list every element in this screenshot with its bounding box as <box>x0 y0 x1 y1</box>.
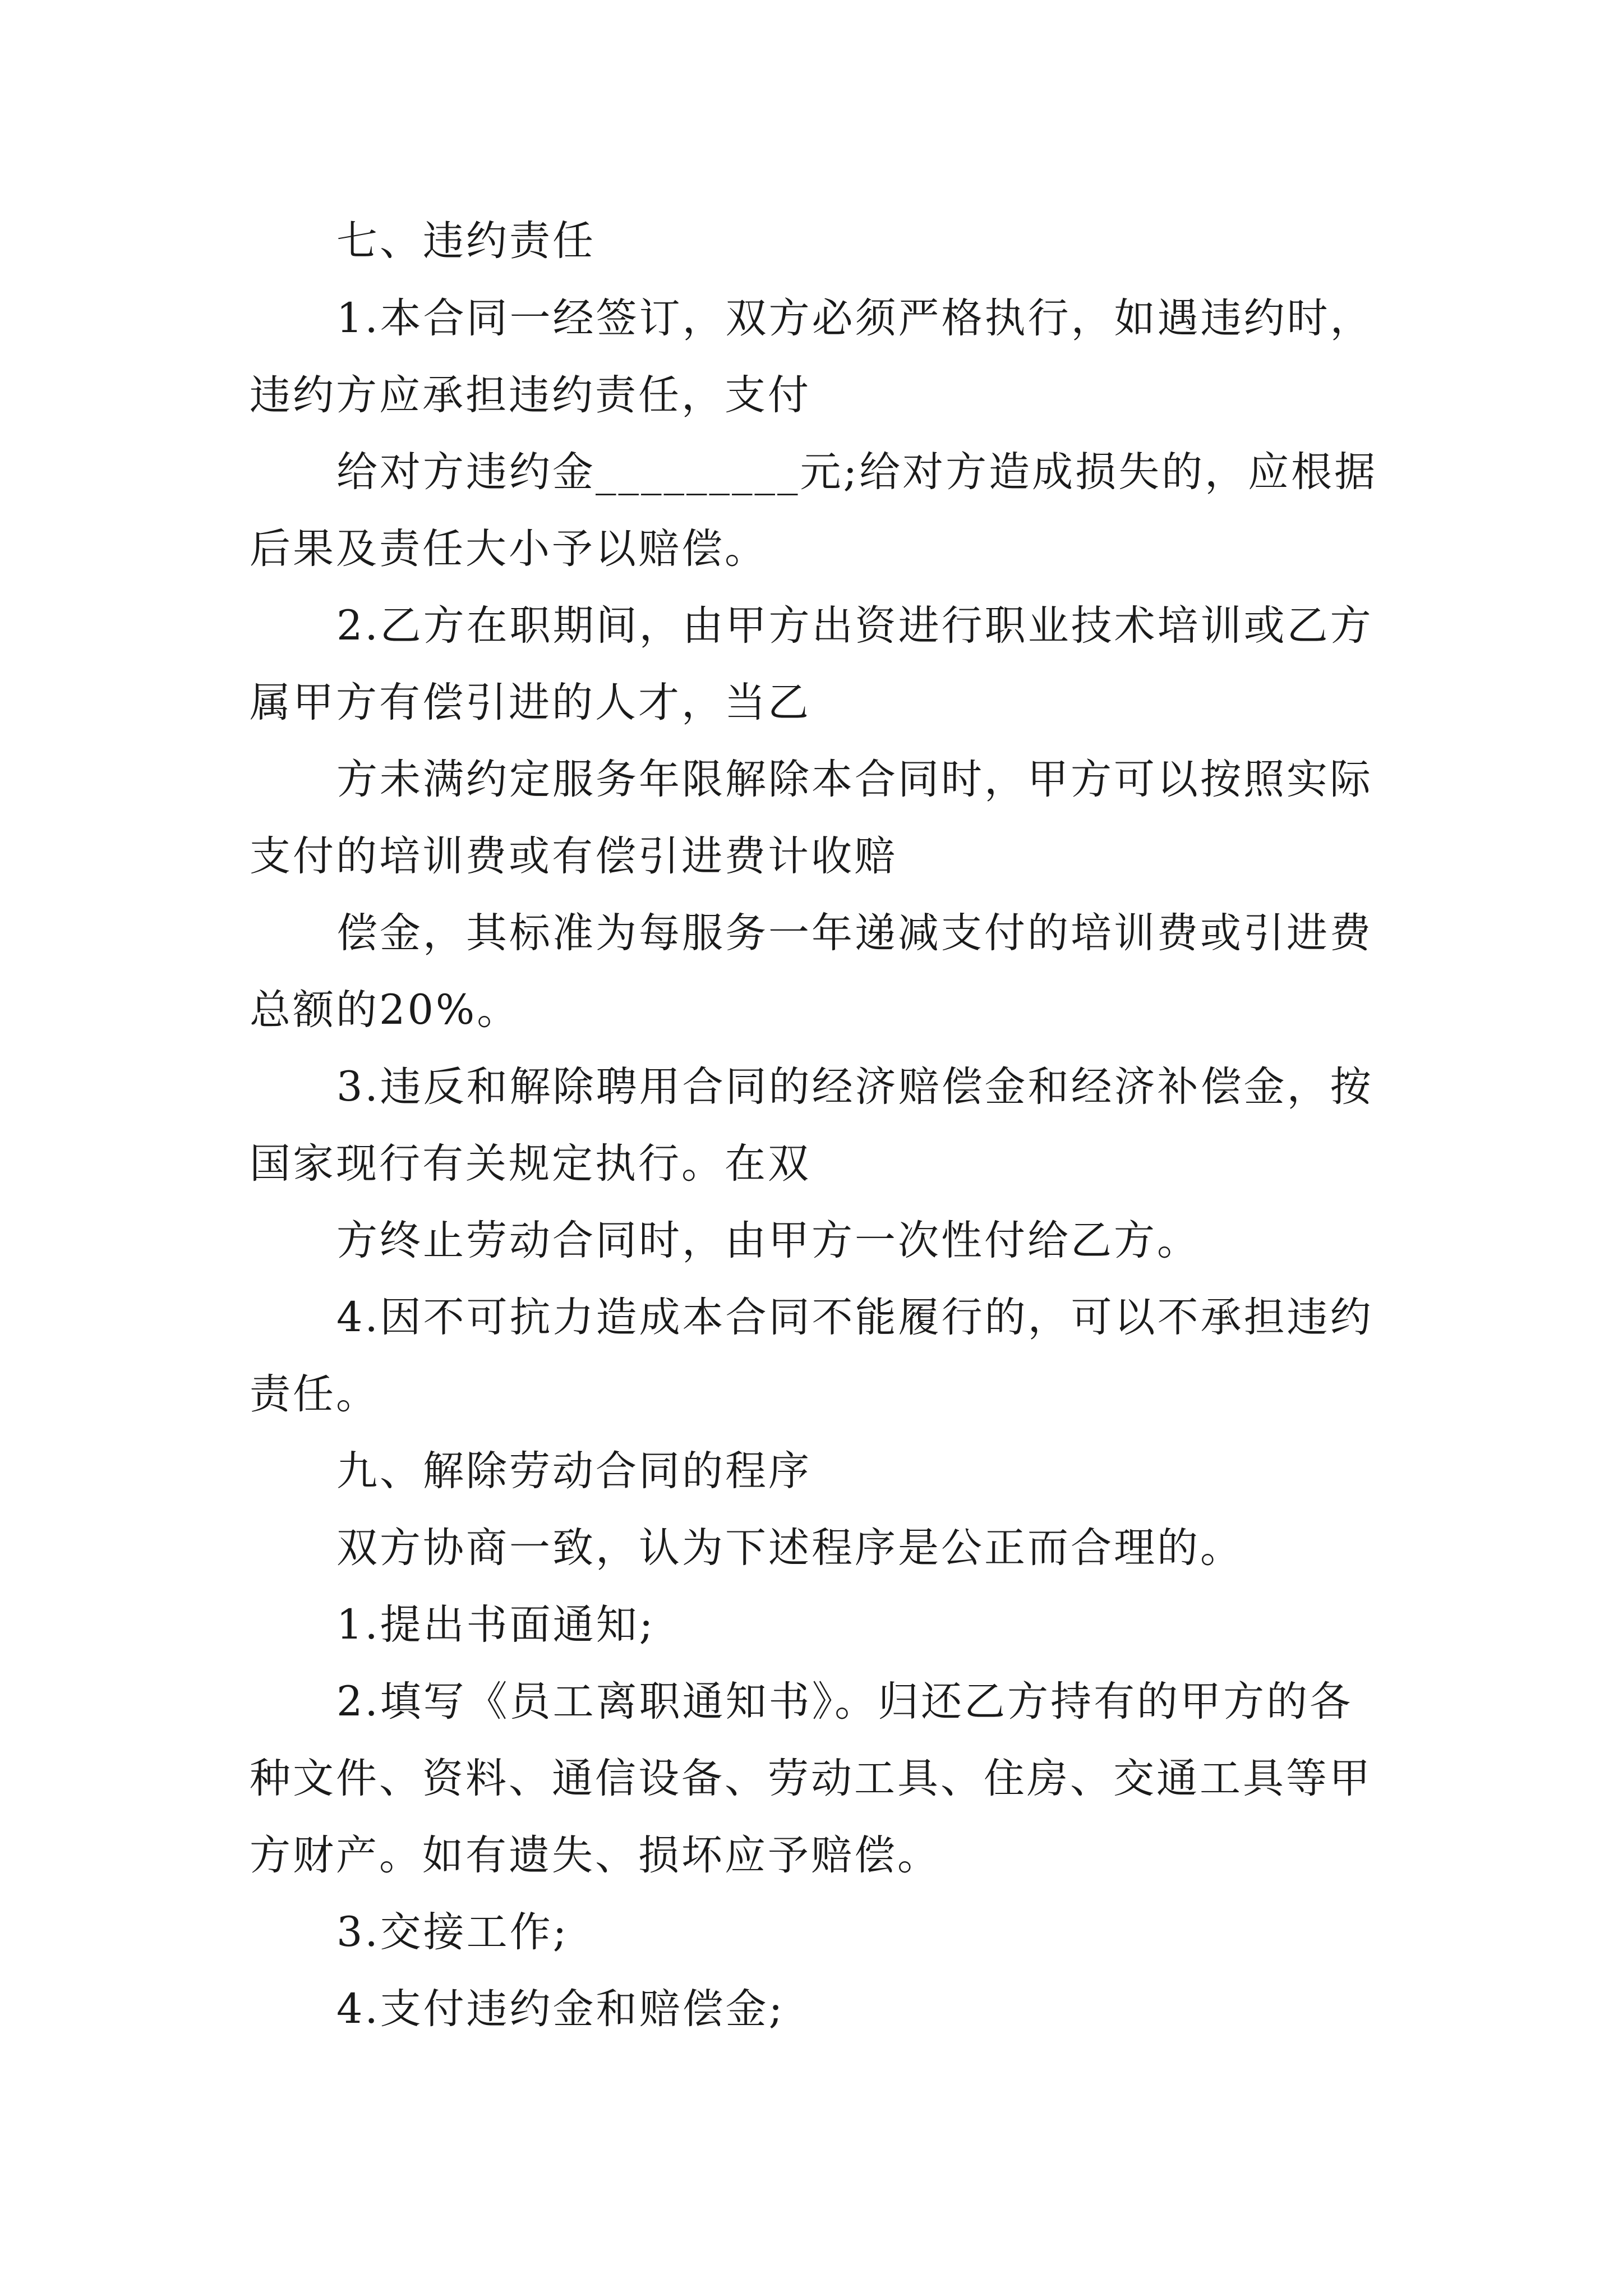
paragraph-line: 1.本合同一经签订，双方必须严格执行，如遇违约时， <box>336 295 1373 342</box>
paragraph-line: 责任。 <box>250 1370 379 1418</box>
paragraph-line: 方未满约定服务年限解除本合同时，甲方可以按照实际 <box>336 756 1373 803</box>
paragraph-line: 后果及责任大小予以赔偿。 <box>250 525 768 573</box>
paragraph-line: 偿金，其标准为每服务一年递减支付的培训费或引进费 <box>336 909 1373 957</box>
list-item: 4.支付违约金和赔偿金; <box>336 1985 785 2033</box>
paragraph-line: 属甲方有偿引进的人才，当乙 <box>250 679 811 726</box>
paragraph-line: 4.因不可抗力造成本合同不能履行的，可以不承担违约 <box>336 1294 1373 1341</box>
list-item: 1.提出书面通知; <box>336 1601 656 1649</box>
paragraph-line: 方终止劳动合同时，由甲方一次性付给乙方。 <box>336 1217 1200 1264</box>
list-item: 3.交接工作; <box>336 1908 569 1956</box>
paragraph-line: 给对方违约金_________元;给对方造成损失的，应根据 <box>336 448 1378 496</box>
paragraph-line: 国家现行有关规定执行。在双 <box>250 1140 811 1188</box>
section-heading-9: 九、解除劳动合同的程序 <box>336 1447 811 1495</box>
paragraph-line: 总额的20%。 <box>250 986 520 1034</box>
list-item: 2.填写《员工离职通知书》。归还乙方持有的甲方的各 <box>336 1678 1353 1726</box>
paragraph-line: 方财产。如有遗失、损坏应予赔偿。 <box>250 1832 940 1879</box>
paragraph-line: 违约方应承担违约责任，支付 <box>250 371 811 419</box>
paragraph-line: 双方协商一致，认为下述程序是公正而合理的。 <box>336 1524 1243 1572</box>
paragraph-line: 2.乙方在职期间，由甲方出资进行职业技术培训或乙方 <box>336 602 1373 650</box>
paragraph-line: 3.违反和解除聘用合同的经济赔偿金和经济补偿金，按 <box>336 1063 1373 1111</box>
paragraph-line: 支付的培训费或有偿引进费计收赔 <box>250 832 897 880</box>
paragraph-line: 种文件、资料、通信设备、劳动工具、住房、交通工具等甲 <box>250 1755 1372 1802</box>
section-heading-7: 七、违约责任 <box>336 217 596 265</box>
